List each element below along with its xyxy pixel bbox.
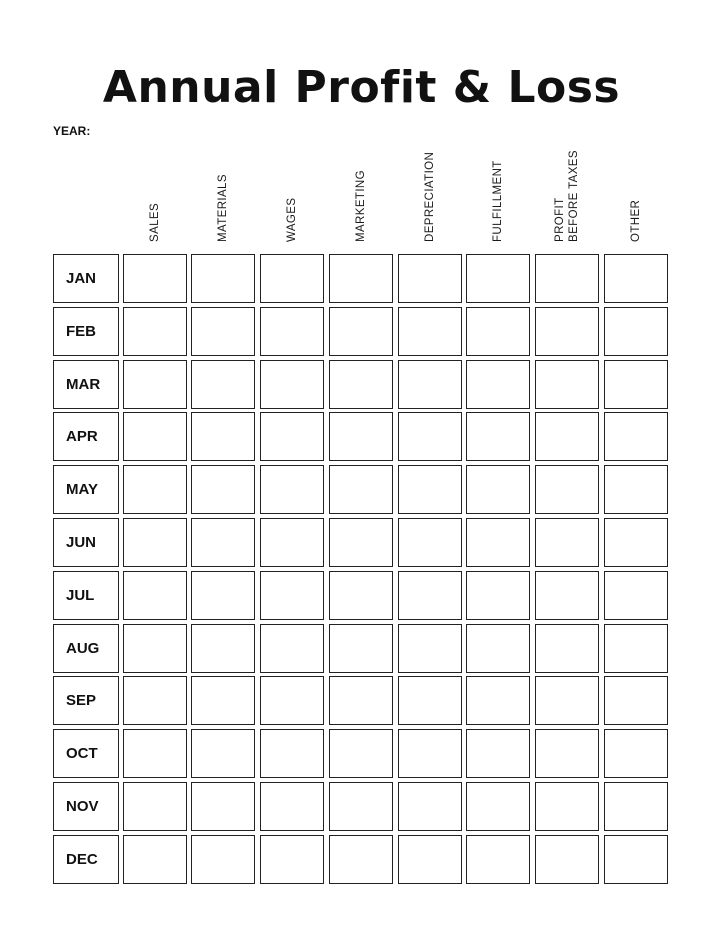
month-label-cell xyxy=(53,465,119,514)
entry-cell-depreciation[interactable] xyxy=(398,571,462,620)
entry-cell-materials[interactable] xyxy=(191,412,255,461)
entry-cell-marketing[interactable] xyxy=(329,835,393,884)
month-label: MAY xyxy=(66,481,98,498)
entry-cell-marketing[interactable] xyxy=(329,624,393,673)
entry-cell-marketing[interactable] xyxy=(329,782,393,831)
month-label-cell xyxy=(53,782,119,831)
entry-cell-profit-before-taxes[interactable] xyxy=(535,729,599,778)
entry-cell-marketing[interactable] xyxy=(329,571,393,620)
entry-cell-fulfillment[interactable] xyxy=(466,729,530,778)
entry-cell-other[interactable] xyxy=(604,835,668,884)
entry-cell-other[interactable] xyxy=(604,624,668,673)
entry-cell-fulfillment[interactable] xyxy=(466,360,530,409)
entry-cell-materials[interactable] xyxy=(191,254,255,303)
entry-cell-sales[interactable] xyxy=(123,676,187,725)
entry-cell-wages[interactable] xyxy=(260,624,324,673)
entry-cell-depreciation[interactable] xyxy=(398,624,462,673)
entry-cell-depreciation[interactable] xyxy=(398,412,462,461)
entry-cell-fulfillment[interactable] xyxy=(466,465,530,514)
column-header-sales xyxy=(122,130,188,242)
entry-cell-depreciation[interactable] xyxy=(398,465,462,514)
entry-cell-sales[interactable] xyxy=(123,624,187,673)
month-label: DEC xyxy=(66,851,98,868)
entry-cell-depreciation[interactable] xyxy=(398,729,462,778)
entry-cell-wages[interactable] xyxy=(260,835,324,884)
entry-cell-wages[interactable] xyxy=(260,729,324,778)
entry-cell-profit-before-taxes[interactable] xyxy=(535,782,599,831)
entry-cell-marketing[interactable] xyxy=(329,729,393,778)
entry-cell-depreciation[interactable] xyxy=(398,307,462,356)
entry-cell-profit-before-taxes[interactable] xyxy=(535,835,599,884)
entry-cell-sales[interactable] xyxy=(123,729,187,778)
entry-cell-fulfillment[interactable] xyxy=(466,624,530,673)
entry-cell-marketing[interactable] xyxy=(329,307,393,356)
entry-cell-fulfillment[interactable] xyxy=(466,412,530,461)
entry-cell-sales[interactable] xyxy=(123,518,187,567)
month-label: FEB xyxy=(66,323,96,340)
column-header-label: DEPRECIATION xyxy=(424,151,436,242)
entry-cell-other[interactable] xyxy=(604,782,668,831)
entry-cell-wages[interactable] xyxy=(260,676,324,725)
column-header-other xyxy=(603,130,669,242)
entry-cell-depreciation[interactable] xyxy=(398,518,462,567)
entry-cell-other[interactable] xyxy=(604,412,668,461)
entry-cell-other[interactable] xyxy=(604,307,668,356)
month-label: APR xyxy=(66,428,98,445)
entry-cell-profit-before-taxes[interactable] xyxy=(535,307,599,356)
month-label-cell xyxy=(53,360,119,409)
entry-cell-other[interactable] xyxy=(604,360,668,409)
entry-cell-sales[interactable] xyxy=(123,571,187,620)
column-header-label: WAGES xyxy=(286,197,298,242)
month-label-cell xyxy=(53,412,119,461)
entry-cell-fulfillment[interactable] xyxy=(466,835,530,884)
entry-cell-materials[interactable] xyxy=(191,465,255,514)
entry-cell-materials[interactable] xyxy=(191,782,255,831)
entry-cell-marketing[interactable] xyxy=(329,360,393,409)
entry-cell-wages[interactable] xyxy=(260,465,324,514)
column-header-profit-before-taxes xyxy=(534,130,600,242)
month-label-cell xyxy=(53,676,119,725)
column-header-label: MARKETING xyxy=(355,170,367,242)
column-header-marketing xyxy=(328,130,394,242)
column-header-label: MATERIALS xyxy=(217,174,229,242)
month-label-cell xyxy=(53,307,119,356)
month-label: NOV xyxy=(66,798,99,815)
page-title: Annual Profit & Loss xyxy=(102,62,621,113)
month-label: JUN xyxy=(66,534,97,551)
month-label: SEP xyxy=(66,692,97,709)
entry-cell-profit-before-taxes[interactable] xyxy=(535,676,599,725)
entry-cell-marketing[interactable] xyxy=(329,676,393,725)
entry-cell-wages[interactable] xyxy=(260,571,324,620)
entry-cell-sales[interactable] xyxy=(123,307,187,356)
entry-cell-depreciation[interactable] xyxy=(398,835,462,884)
month-label-cell xyxy=(53,571,119,620)
entry-cell-other[interactable] xyxy=(604,465,668,514)
entry-cell-marketing[interactable] xyxy=(329,518,393,567)
column-header-wages xyxy=(259,130,325,242)
entry-cell-marketing[interactable] xyxy=(329,465,393,514)
year-label: YEAR: xyxy=(53,124,91,138)
column-header-label: OTHER xyxy=(630,199,642,242)
entry-cell-marketing[interactable] xyxy=(329,412,393,461)
entry-cell-fulfillment[interactable] xyxy=(466,782,530,831)
column-header-fulfillment xyxy=(465,130,531,242)
entry-cell-wages[interactable] xyxy=(260,518,324,567)
entry-cell-sales[interactable] xyxy=(123,412,187,461)
month-label-cell xyxy=(53,835,119,884)
month-label: JAN xyxy=(66,270,97,287)
entry-cell-materials[interactable] xyxy=(191,729,255,778)
entry-cell-profit-before-taxes[interactable] xyxy=(535,465,599,514)
entry-cell-materials[interactable] xyxy=(191,307,255,356)
month-label: JUL xyxy=(66,587,95,604)
month-label: AUG xyxy=(66,640,100,657)
entry-cell-depreciation[interactable] xyxy=(398,360,462,409)
entry-cell-fulfillment[interactable] xyxy=(466,571,530,620)
entry-cell-materials[interactable] xyxy=(191,518,255,567)
entry-cell-depreciation[interactable] xyxy=(398,782,462,831)
entry-cell-wages[interactable] xyxy=(260,412,324,461)
entry-cell-profit-before-taxes[interactable] xyxy=(535,571,599,620)
entry-cell-sales[interactable] xyxy=(123,465,187,514)
column-header-depreciation xyxy=(397,130,463,242)
entry-cell-materials[interactable] xyxy=(191,571,255,620)
entry-cell-marketing[interactable] xyxy=(329,254,393,303)
entry-cell-profit-before-taxes[interactable] xyxy=(535,360,599,409)
month-label: MAR xyxy=(66,376,101,393)
entry-cell-profit-before-taxes[interactable] xyxy=(535,412,599,461)
entry-cell-wages[interactable] xyxy=(260,360,324,409)
entry-cell-other[interactable] xyxy=(604,571,668,620)
entry-cell-sales[interactable] xyxy=(123,782,187,831)
entry-cell-profit-before-taxes[interactable] xyxy=(535,624,599,673)
entry-cell-fulfillment[interactable] xyxy=(466,254,530,303)
entry-cell-fulfillment[interactable] xyxy=(466,307,530,356)
entry-cell-sales[interactable] xyxy=(123,835,187,884)
entry-cell-other[interactable] xyxy=(604,518,668,567)
column-header-label: PROFIT BEFORE TAXES xyxy=(554,150,580,242)
entry-cell-wages[interactable] xyxy=(260,307,324,356)
month-label-cell xyxy=(53,518,119,567)
entry-cell-fulfillment[interactable] xyxy=(466,676,530,725)
month-label-cell xyxy=(53,254,119,303)
entry-cell-other[interactable] xyxy=(604,676,668,725)
entry-cell-other[interactable] xyxy=(604,254,668,303)
month-label: OCT xyxy=(66,745,98,762)
entry-cell-materials[interactable] xyxy=(191,360,255,409)
entry-cell-materials[interactable] xyxy=(191,624,255,673)
entry-cell-materials[interactable] xyxy=(191,835,255,884)
column-header-label: SALES xyxy=(149,202,161,242)
entry-cell-depreciation[interactable] xyxy=(398,676,462,725)
column-header-label: FULFILLMENT xyxy=(492,160,504,242)
month-label-cell xyxy=(53,624,119,673)
entry-cell-wages[interactable] xyxy=(260,254,324,303)
entry-cell-fulfillment[interactable] xyxy=(466,518,530,567)
entry-cell-sales[interactable] xyxy=(123,254,187,303)
entry-cell-wages[interactable] xyxy=(260,782,324,831)
entry-cell-materials[interactable] xyxy=(191,676,255,725)
entry-cell-depreciation[interactable] xyxy=(398,254,462,303)
month-label-cell xyxy=(53,729,119,778)
entry-cell-other[interactable] xyxy=(604,729,668,778)
entry-cell-profit-before-taxes[interactable] xyxy=(535,254,599,303)
entry-cell-sales[interactable] xyxy=(123,360,187,409)
column-header-materials xyxy=(190,130,256,242)
entry-cell-profit-before-taxes[interactable] xyxy=(535,518,599,567)
